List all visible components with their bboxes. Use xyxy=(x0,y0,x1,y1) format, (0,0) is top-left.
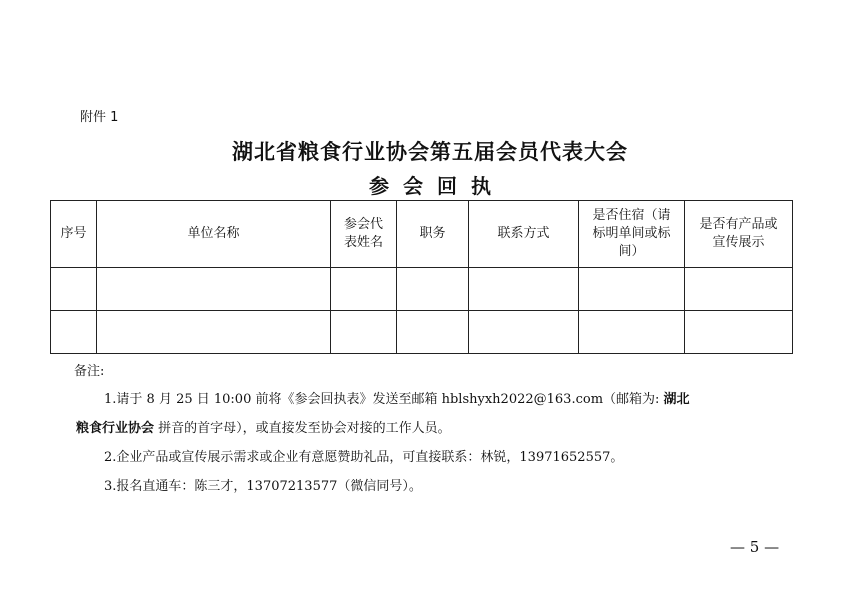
document-title: 湖北省粮食行业协会第五届会员代表大会 xyxy=(232,139,628,164)
registration-form-table xyxy=(50,200,793,354)
table-cell[interactable] xyxy=(579,311,685,354)
table-cell[interactable] xyxy=(579,268,685,311)
page-number: — 5 — xyxy=(730,538,780,556)
header-attendee-name: 参会代表姓名 xyxy=(331,201,397,268)
table-cell[interactable] xyxy=(51,268,97,311)
table-cell[interactable] xyxy=(397,311,469,354)
table-cell[interactable] xyxy=(331,311,397,354)
attachment-label: 附件 1 xyxy=(80,110,119,125)
header-accommodation: 是否住宿（请标明单间或标间） xyxy=(579,201,685,268)
table-cell[interactable] xyxy=(685,268,793,311)
note-item-1-bold-text-2: 粮食行业协会 xyxy=(76,421,155,436)
table-cell[interactable] xyxy=(97,311,331,354)
header-serial-number: 序号 xyxy=(51,201,97,268)
document-subtitle: 参会回执 xyxy=(369,174,505,198)
table-cell[interactable] xyxy=(685,311,793,354)
note-item-1-text-2: 拼音的首字母），或直接发至协会对接的工作人员。 xyxy=(154,421,451,436)
header-unit-name: 单位名称 xyxy=(97,201,331,268)
header-position: 职务 xyxy=(397,201,469,268)
notes-label: 备注: xyxy=(74,364,105,379)
table-row xyxy=(51,311,793,354)
note-item-2: 2.企业产品或宣传展示需求或企业有意愿赞助礼品，可直接联系：林锐，13971652557。 xyxy=(104,450,624,465)
table-row xyxy=(51,268,793,311)
header-contact: 联系方式 xyxy=(469,201,579,268)
note-item-1-line-2 xyxy=(76,417,451,436)
table-cell[interactable] xyxy=(469,268,579,311)
table-cell[interactable] xyxy=(469,311,579,354)
note-item-3: 3.报名直通车：陈三才，13707213577（微信同号）。 xyxy=(104,479,422,494)
table-cell[interactable] xyxy=(331,268,397,311)
table-cell[interactable] xyxy=(397,268,469,311)
note-item-1-bold-text: 湖北 xyxy=(663,392,690,407)
table-cell[interactable] xyxy=(97,268,331,311)
note-item-1-line-1 xyxy=(104,388,690,407)
table-cell[interactable] xyxy=(51,311,97,354)
note-item-1-text: 1.请于 8 月 25 日 10:00 前将《参会回执表》发送至邮箱 hblshyxh2022@163.com（邮箱为: xyxy=(104,392,660,407)
table-header-row xyxy=(51,201,793,268)
header-product-display: 是否有产品或宣传展示 xyxy=(685,201,793,268)
